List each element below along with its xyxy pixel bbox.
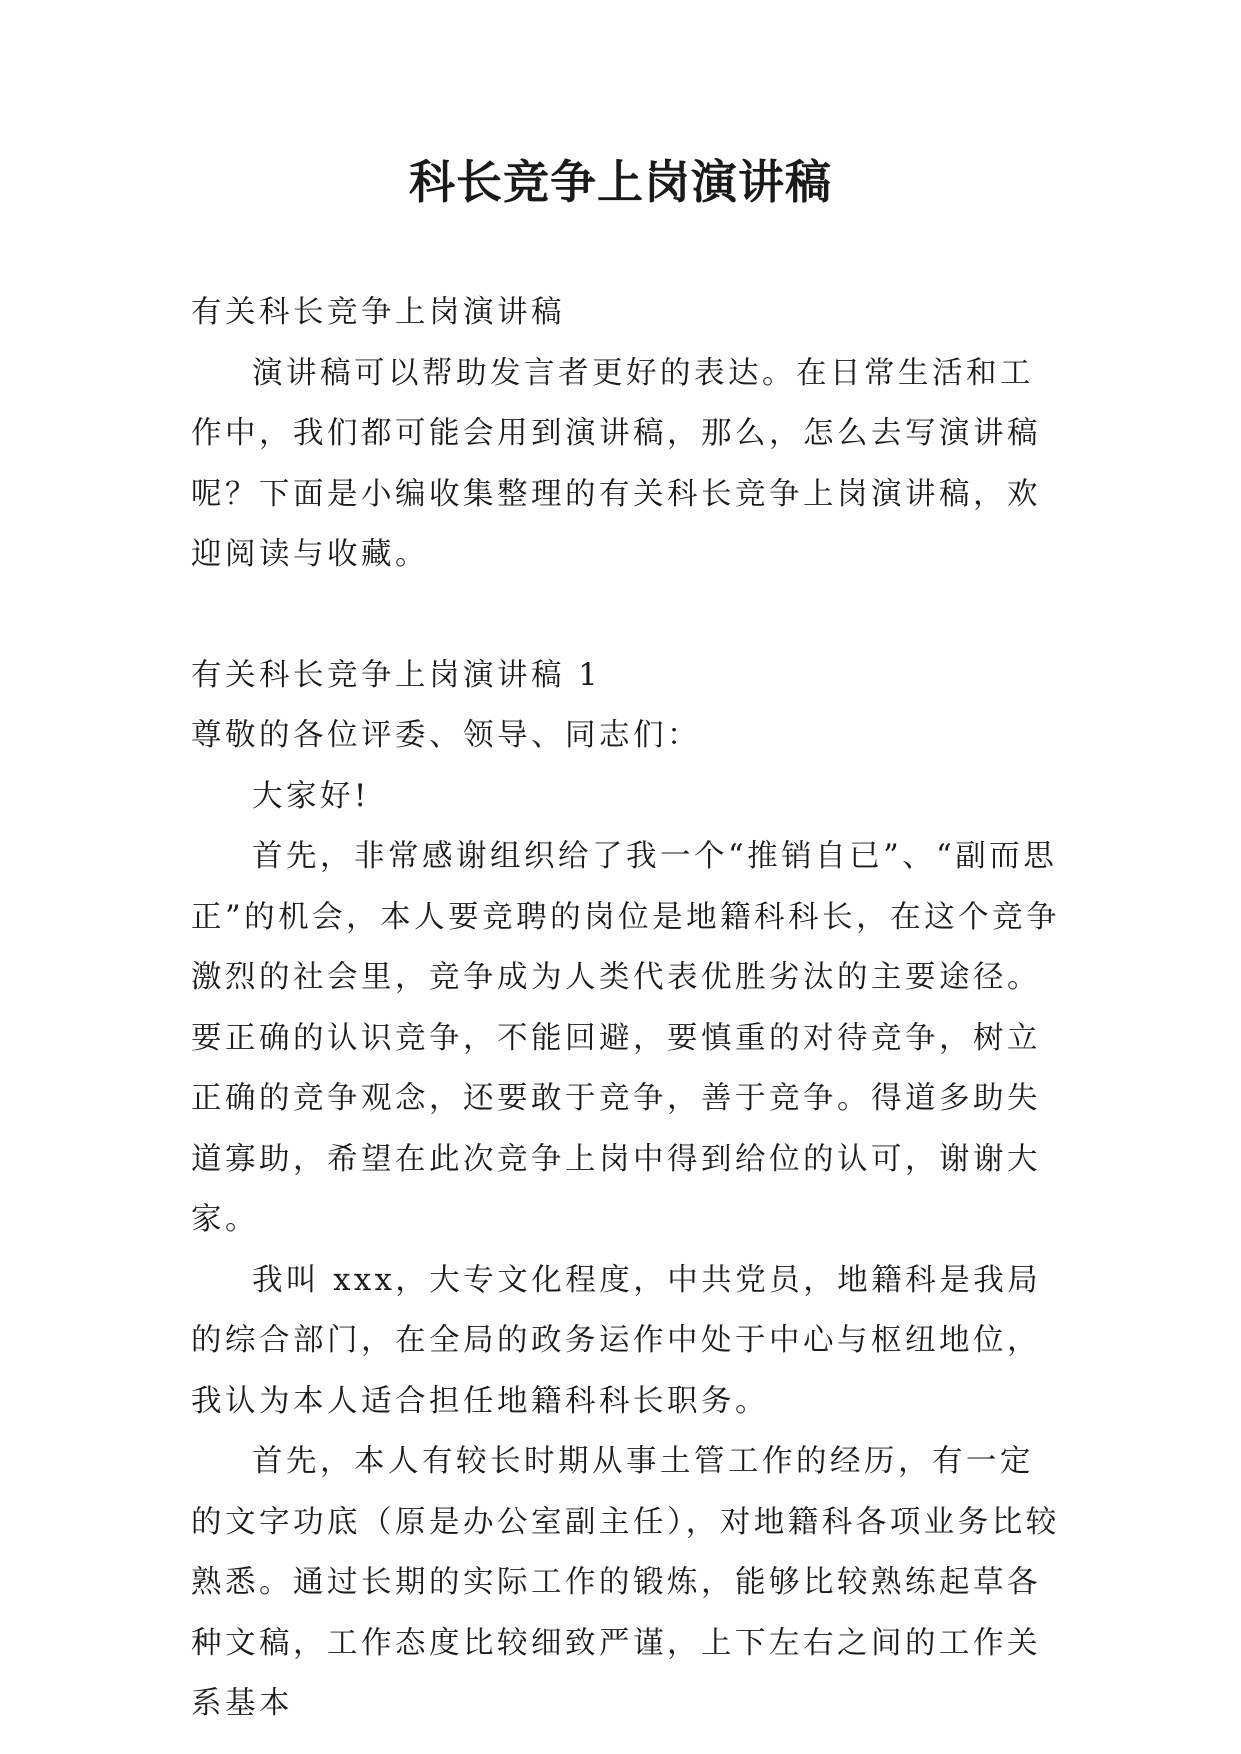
salutation: 尊敬的各位评委、领导、同志们： [191,718,701,753]
body-paragraph: 首先，本人有较长时期从事土管工作的经历，有一定的文字功底（原是办公室副主任），对地籍科各项业务比较熟悉。通过长期的实际工作的锻炼，能够比较熟练起草各种文稿，工作态度比较细致严谨，上下左右之间的工作关系基本 [191,1444,1060,1721]
document-subtitle: 有关科长竞争上岗演讲稿 [191,295,565,330]
intro-paragraph: 演讲稿可以帮助发言者更好的表达。在日常生活和工作中，我们都可能会用到演讲稿，那么，怎么去写演讲稿呢？下面是小编收集整理的有关科长竞争上岗演讲稿，欢迎阅读与收藏。 [191,355,1041,572]
section-heading: 有关科长竞争上岗演讲稿 1 [191,657,602,693]
body-paragraph: 首先，非常感谢组织给了我一个“推销自已”、“副而思正”的机会，本人要竞聘的岗位是地籍科科长，在这个竞争激烈的社会里，竞争成为人类代表优胜劣汰的主要途径。要正确的认识竞争，不能回避，要慎重的对待竞争，树立正确的竞争观念，还要敢于竞争，善于竞争。得道多助失道寡助，希望在此次竞争上岗中得到给位的认可，谢谢大家。 [191,839,1061,1237]
document-title: 科长竞争上岗演讲稿 [409,155,832,209]
document-body [191,283,1061,1735]
body-paragraph: 我叫 xxx，大专文化程度，中共党员，地籍科是我局的综合部门，在全局的政务运作中处于中心与枢纽地位，我认为本人适合担任地籍科科长职务。 [191,1262,1042,1419]
greeting: 大家好! [252,778,370,814]
paragraph-spacer [191,586,1061,646]
